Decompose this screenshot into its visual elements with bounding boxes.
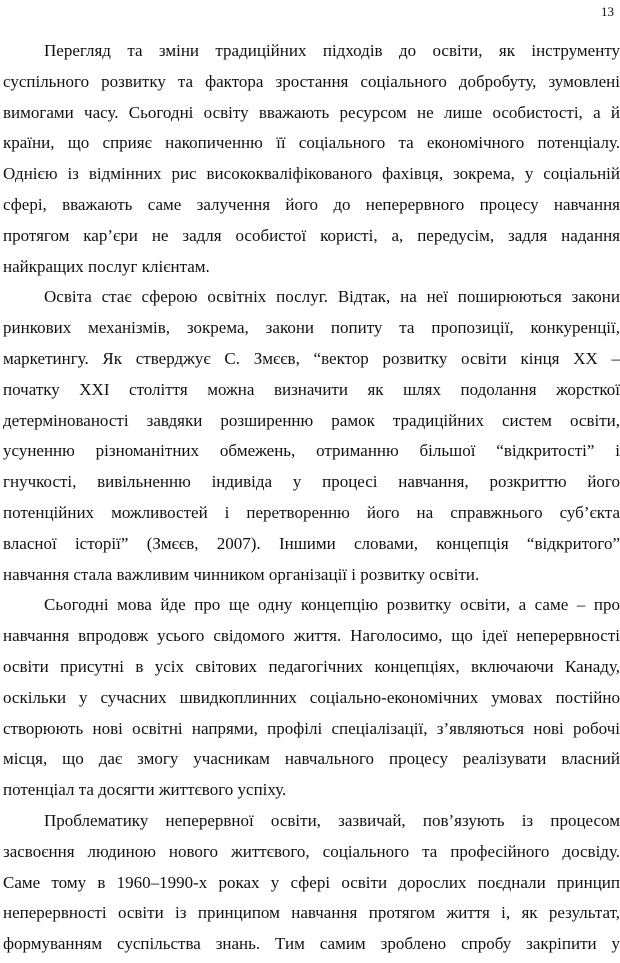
text-line: навчання стала важливим чинником організації і розвитку освіти. [3,564,480,584]
text-line: формуванням суспільства знань. Тим самим зроблено спробу закріпити у [3,934,620,954]
document-body [3,36,620,960]
text-line: найкращих послуг клієнтам. [3,256,210,276]
paragraph [3,806,620,960]
text-line: освіти присутні в усіх світових педагогічних концепціях, включаючи Канаду, [3,656,620,676]
text-line: Саме тому в 1960–1990-х роках у сфері освіти дорослих поєднали принцип [3,872,620,892]
text-line: усуненню різноманітних обмежень, отриманню більшої “відкритості” і [3,441,620,461]
text-line: потенційних можливостей і перетворенню його на справжнього суб’єкта [3,502,620,522]
text-line: засвоєння людиною нового життєвого, соціального та професійного досвіду. [3,841,620,861]
text-line: власної історії” (Змєєв, 2007). Іншими словами, концепція “відкритого” [3,533,620,553]
text-line: Однією із відмінних рис висококваліфікованого фахівця, зокрема, у соціальній [3,164,620,184]
text-line: створюють нові освітні напрями, профілі спеціалізації, з’являються нові робочі [3,718,620,738]
text-line: протягом кар’єри не задля особистої користі, а, передусім, задля надання [3,225,620,245]
text-line: країни, що сприяє накопиченню її соціального та економічного потенціалу. [3,133,620,153]
text-line: місця, що дає змогу учасникам навчального процесу реалізувати власний [3,749,620,769]
paragraph [3,36,620,282]
text-line: Сьогодні мова йде про ще одну концепцію розвитку освіти, а саме – про [44,595,620,615]
text-line: Перегляд та зміни традиційних підходів до освіти, як інструменту [44,41,620,60]
text-line: маркетингу. Як стверджує С. Змєєв, “вектор розвитку освіти кінця XX – [3,348,620,368]
text-line: детермінованості завдяки розширенню рамок традиційних систем освіти, [3,410,620,430]
text-line: сфері, вважають саме залучення його до неперервного процесу навчання [3,194,620,214]
text-line: навчання впродовж усього свідомого життя. Наголосимо, що ідеї неперервності [3,626,620,646]
text-line: Проблематику неперервної освіти, зазвичай, пов’язують із процесом [44,810,620,830]
text-line: неперервності освіти із принципом навчання протягом життя і, як результат, [3,903,620,923]
text-line: суспільного розвитку та фактора зростання соціального добробуту, зумовлені [3,71,620,91]
text-line: гнучкості, вивільненню індивіда у процесі навчання, розкриттю його [3,472,620,492]
page-number: 13 [601,4,614,19]
paragraph [3,590,620,806]
text-line: Освіта стає сферою освітніх послуг. Відтак, на неї поширюються закони [44,287,620,307]
text-line: потенціал та досягти життєвого успіху. [3,780,287,800]
text-line: оскільки у сучасних швидкоплинних соціально-економічних умовах постійно [3,687,620,707]
paragraph [3,282,620,590]
text-line: ринкових механізмів, зокрема, закони попиту та пропозиції, конкуренції, [3,318,620,338]
text-line: вимогами часу. Сьогодні освіту вважають ресурсом не лише особистості, а й [3,102,620,122]
text-line: початку XXI століття можна визначити як шлях подолання жорсткої [3,379,620,399]
